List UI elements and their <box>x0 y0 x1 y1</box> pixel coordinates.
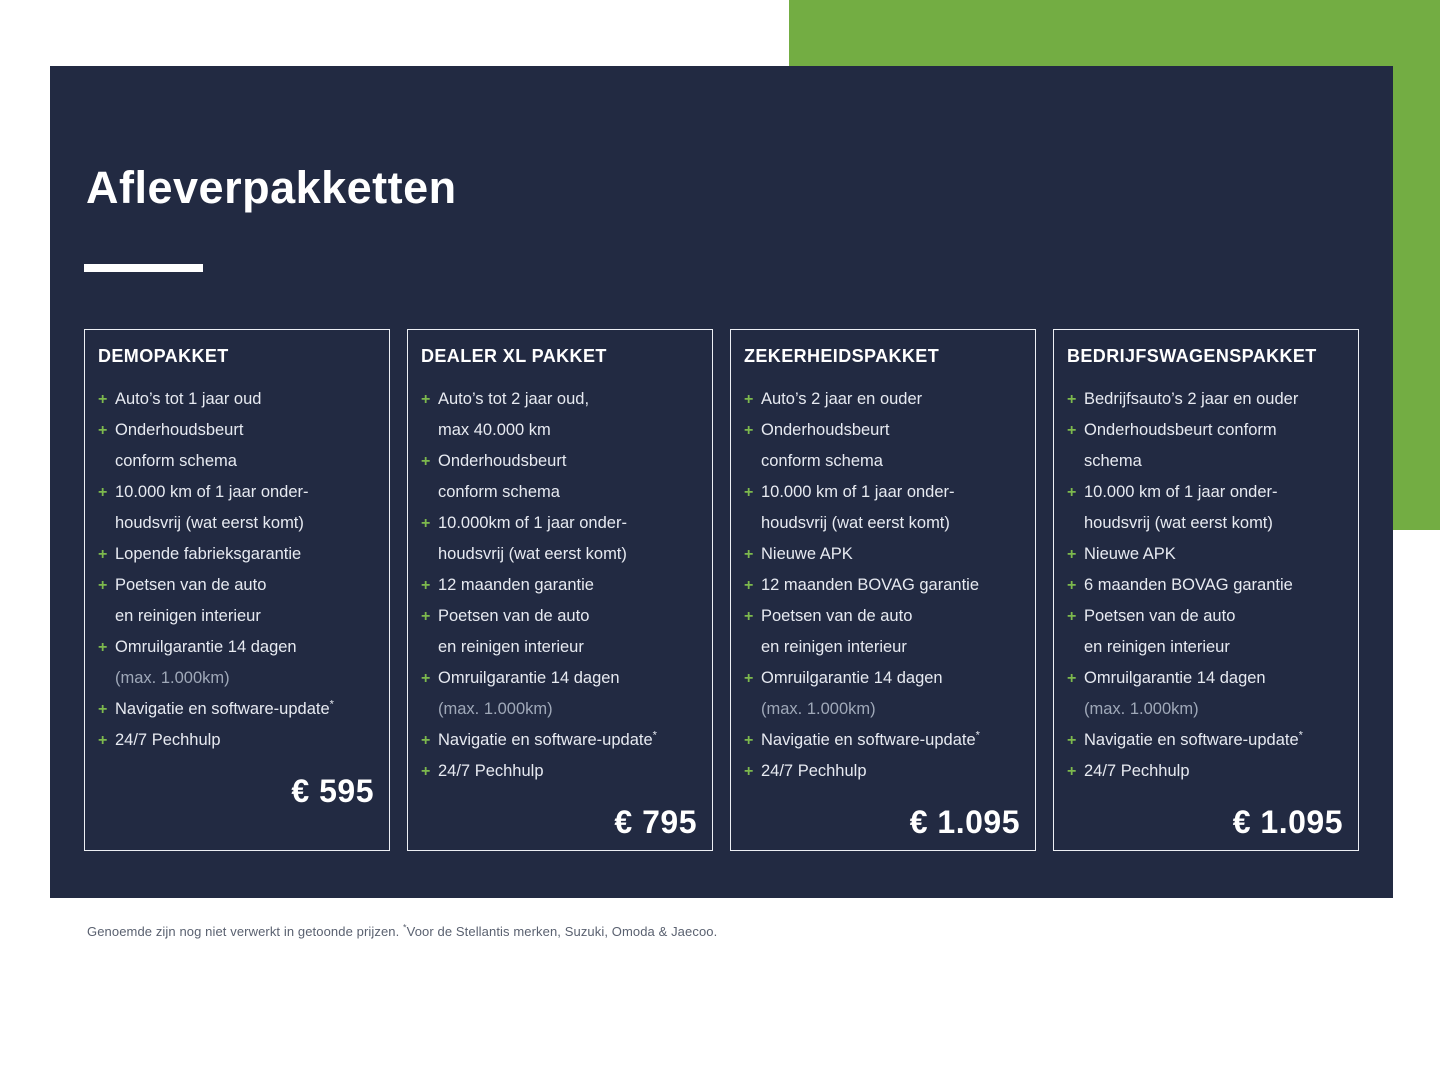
feature-text: 24/7 Pechhulp <box>438 762 544 780</box>
feature-item <box>421 756 699 787</box>
feature-item-continuation <box>98 446 376 477</box>
feature-text: Lopende fabrieksgarantie <box>115 545 302 563</box>
feature-item <box>744 477 1022 508</box>
feature-text: 6 maanden BOVAG garantie <box>1084 576 1293 594</box>
feature-text: Navigatie en software-update* <box>1084 729 1303 749</box>
asterisk-superscript: * <box>1298 729 1303 742</box>
feature-text: houdsvrij (wat eerst komt) <box>761 514 950 532</box>
card-price: € 795 <box>614 804 697 840</box>
plus-icon: + <box>98 484 108 501</box>
feature-text: houdsvrij (wat eerst komt) <box>1084 514 1273 532</box>
feature-text: Onderhoudsbeurt <box>438 452 567 470</box>
feature-text: en reinigen interieur <box>115 607 261 625</box>
feature-item <box>421 601 699 632</box>
plus-icon: + <box>744 608 754 625</box>
feature-item-continuation <box>1067 694 1345 725</box>
feature-item <box>421 570 699 601</box>
feature-item-continuation <box>421 539 699 570</box>
plus-icon: + <box>744 763 754 780</box>
feature-item <box>421 446 699 477</box>
plus-icon: + <box>98 422 108 439</box>
feature-item-continuation <box>744 508 1022 539</box>
feature-text: 24/7 Pechhulp <box>1084 762 1190 780</box>
plus-icon: + <box>744 732 754 749</box>
feature-item <box>98 725 376 756</box>
plus-icon: + <box>744 391 754 408</box>
feature-text: 10.000 km of 1 jaar onder- <box>1084 483 1278 501</box>
plus-icon: + <box>744 670 754 687</box>
pricing-panel <box>50 66 1393 898</box>
plus-icon: + <box>744 546 754 563</box>
feature-item <box>744 415 1022 446</box>
plus-icon: + <box>1067 422 1077 439</box>
feature-item <box>744 384 1022 415</box>
feature-text: Nieuwe APK <box>1084 545 1176 563</box>
feature-item <box>1067 601 1345 632</box>
feature-item-continuation <box>421 477 699 508</box>
package-card-zekerheidspakket <box>730 329 1036 851</box>
title-underline <box>84 264 203 272</box>
feature-text: Onderhoudsbeurt <box>115 421 244 439</box>
cards-row <box>84 329 1359 851</box>
feature-item-continuation <box>744 694 1022 725</box>
feature-text: Onderhoudsbeurt conform <box>1084 421 1277 439</box>
feature-text: conform schema <box>115 452 237 470</box>
card-title: DEMOPAKKET <box>98 346 229 366</box>
feature-item <box>421 725 699 756</box>
plus-icon: + <box>421 608 431 625</box>
feature-text: 24/7 Pechhulp <box>115 731 221 749</box>
card-price: € 1.095 <box>909 804 1020 840</box>
feature-text: Poetsen van de auto <box>761 607 913 625</box>
feature-item <box>1067 384 1345 415</box>
feature-item <box>744 663 1022 694</box>
feature-text: Omruilgarantie 14 dagen <box>1084 669 1266 687</box>
plus-icon: + <box>1067 732 1077 749</box>
feature-item-continuation <box>98 508 376 539</box>
plus-icon: + <box>421 670 431 687</box>
feature-item-continuation <box>1067 508 1345 539</box>
feature-text: houdsvrij (wat eerst komt) <box>438 545 627 563</box>
feature-text: schema <box>1084 452 1142 470</box>
feature-text: en reinigen interieur <box>1084 638 1230 656</box>
feature-text: 24/7 Pechhulp <box>761 762 867 780</box>
feature-text: Auto’s 2 jaar en ouder <box>761 390 923 408</box>
footnote <box>87 924 717 939</box>
feature-item <box>1067 725 1345 756</box>
feature-item-continuation <box>98 663 376 694</box>
feature-text: Nieuwe APK <box>761 545 853 563</box>
feature-item <box>744 570 1022 601</box>
feature-text: conform schema <box>761 452 883 470</box>
feature-text: en reinigen interieur <box>761 638 907 656</box>
feature-text: Omruilgarantie 14 dagen <box>115 638 297 656</box>
feature-text: en reinigen interieur <box>438 638 584 656</box>
feature-text: Navigatie en software-update* <box>761 729 980 749</box>
feature-item <box>98 570 376 601</box>
package-card-demopakket <box>84 329 390 851</box>
feature-item <box>98 694 376 725</box>
plus-icon: + <box>421 763 431 780</box>
feature-item <box>421 384 699 415</box>
feature-item <box>1067 756 1345 787</box>
feature-item <box>1067 415 1345 446</box>
plus-icon: + <box>1067 484 1077 501</box>
plus-icon: + <box>421 515 431 532</box>
feature-item <box>744 601 1022 632</box>
footnote-text: Genoemde zijn nog niet verwerkt in getoonde prijzen. <box>87 924 404 939</box>
feature-item <box>421 508 699 539</box>
feature-text: (max. 1.000km) <box>1084 700 1199 718</box>
feature-text: max 40.000 km <box>438 421 551 439</box>
package-card-bedrijfswagenspakket <box>1053 329 1359 851</box>
feature-text: Navigatie en software-update* <box>438 729 657 749</box>
plus-icon: + <box>421 391 431 408</box>
page-title: Afleverpakketten <box>86 162 457 213</box>
plus-icon: + <box>1067 608 1077 625</box>
plus-icon: + <box>744 484 754 501</box>
feature-text: (max. 1.000km) <box>761 700 876 718</box>
feature-item <box>1067 663 1345 694</box>
plus-icon: + <box>1067 763 1077 780</box>
feature-item <box>98 415 376 446</box>
footnote-brands: Voor de Stellantis merken, Suzuki, Omoda & Jaecoo. <box>406 924 718 939</box>
plus-icon: + <box>1067 577 1077 594</box>
plus-icon: + <box>744 577 754 594</box>
feature-text: houdsvrij (wat eerst komt) <box>115 514 304 532</box>
feature-text: 10.000 km of 1 jaar onder- <box>115 483 309 501</box>
feature-text: (max. 1.000km) <box>115 669 230 687</box>
asterisk-superscript: * <box>652 729 657 742</box>
feature-item <box>1067 539 1345 570</box>
feature-item <box>744 539 1022 570</box>
feature-text: Poetsen van de auto <box>438 607 590 625</box>
feature-item-continuation <box>421 632 699 663</box>
plus-icon: + <box>421 577 431 594</box>
card-title: BEDRIJFSWAGENSPAKKET <box>1067 346 1317 366</box>
feature-text: Poetsen van de auto <box>1084 607 1236 625</box>
plus-icon: + <box>98 391 108 408</box>
feature-text: Navigatie en software-update* <box>115 698 334 718</box>
plus-icon: + <box>744 422 754 439</box>
feature-item <box>98 477 376 508</box>
plus-icon: + <box>98 701 108 718</box>
feature-item <box>421 663 699 694</box>
feature-text: Omruilgarantie 14 dagen <box>438 669 620 687</box>
feature-item <box>98 539 376 570</box>
feature-text: 12 maanden BOVAG garantie <box>761 576 979 594</box>
feature-text: 10.000 km of 1 jaar onder- <box>761 483 955 501</box>
feature-item-continuation <box>421 415 699 446</box>
feature-item <box>98 384 376 415</box>
card-price: € 1.095 <box>1232 804 1343 840</box>
card-title: ZEKERHEIDSPAKKET <box>744 346 940 366</box>
feature-item-continuation <box>1067 446 1345 477</box>
feature-text: conform schema <box>438 483 560 501</box>
asterisk-superscript: * <box>975 729 980 742</box>
feature-text: Onderhoudsbeurt <box>761 421 890 439</box>
plus-icon: + <box>98 732 108 749</box>
card-price: € 595 <box>291 773 374 809</box>
plus-icon: + <box>1067 391 1077 408</box>
plus-icon: + <box>421 453 431 470</box>
feature-item-continuation <box>744 446 1022 477</box>
feature-text: Auto’s tot 1 jaar oud <box>115 390 262 408</box>
plus-icon: + <box>98 577 108 594</box>
feature-item-continuation <box>421 694 699 725</box>
feature-text: Bedrijfsauto’s 2 jaar en ouder <box>1084 390 1299 408</box>
feature-item <box>98 632 376 663</box>
plus-icon: + <box>1067 670 1077 687</box>
feature-text: Omruilgarantie 14 dagen <box>761 669 943 687</box>
asterisk-superscript: * <box>329 698 334 711</box>
plus-icon: + <box>98 639 108 656</box>
feature-text: Auto’s tot 2 jaar oud, <box>438 390 590 408</box>
package-card-dealer-xl-pakket <box>407 329 713 851</box>
feature-item <box>1067 477 1345 508</box>
feature-item-continuation <box>98 601 376 632</box>
feature-item <box>744 756 1022 787</box>
feature-item-continuation <box>744 632 1022 663</box>
card-title: DEALER XL PAKKET <box>421 346 607 366</box>
feature-item <box>1067 570 1345 601</box>
plus-icon: + <box>98 546 108 563</box>
plus-icon: + <box>421 732 431 749</box>
feature-text: 10.000km of 1 jaar onder- <box>438 514 627 532</box>
feature-text: 12 maanden garantie <box>438 576 594 594</box>
feature-item-continuation <box>1067 632 1345 663</box>
feature-text: (max. 1.000km) <box>438 700 553 718</box>
feature-item <box>744 725 1022 756</box>
feature-text: Poetsen van de auto <box>115 576 267 594</box>
plus-icon: + <box>1067 546 1077 563</box>
footnote-asterisk: * <box>403 922 407 933</box>
